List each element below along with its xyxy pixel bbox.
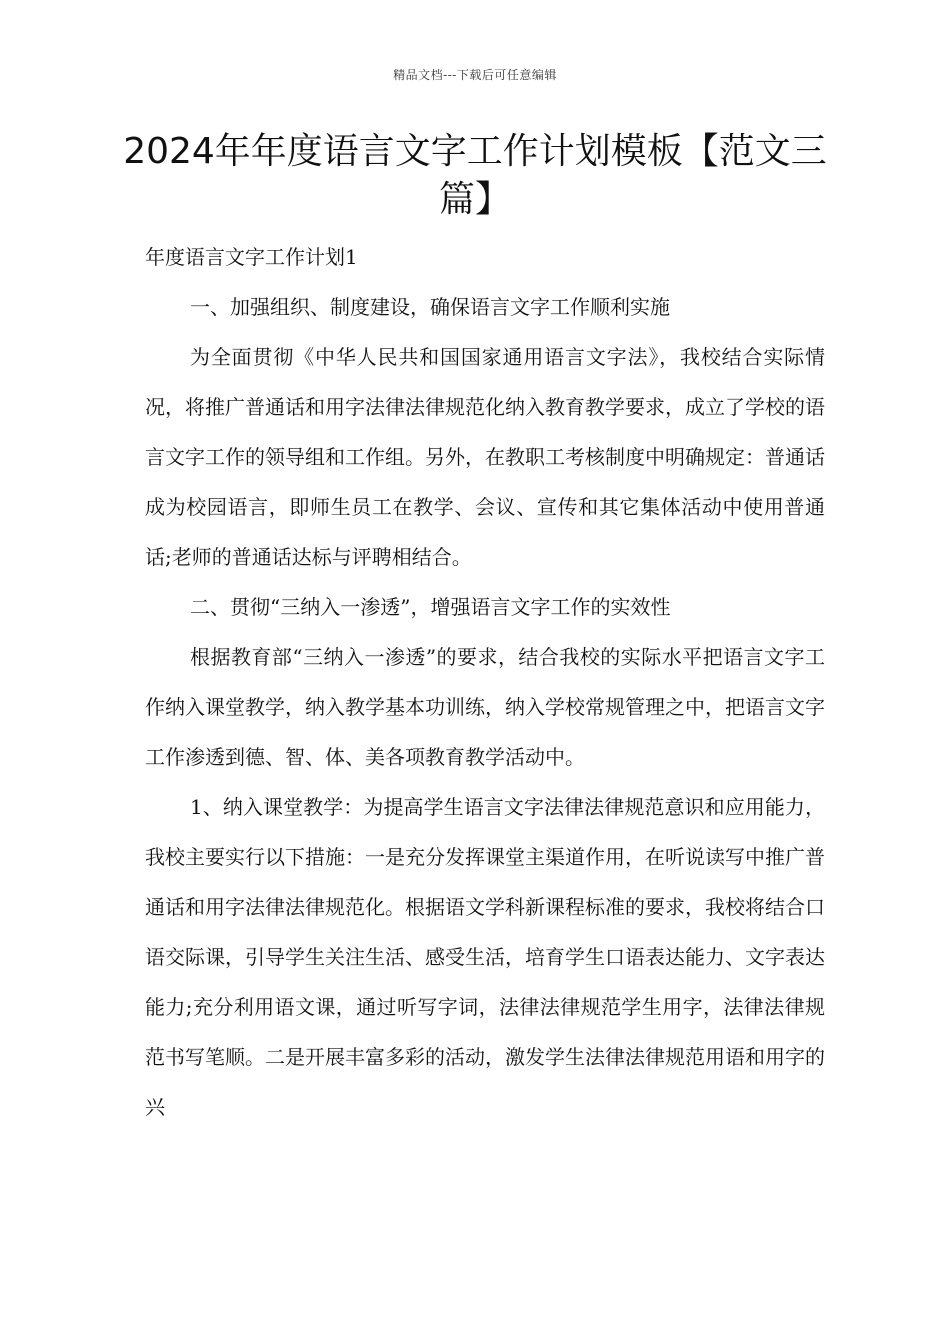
section-heading-2: 二、贯彻“三纳入一渗透”，增强语言文字工作的实效性	[190, 595, 671, 619]
document-subtitle: 年度语言文字工作计划1	[145, 245, 358, 269]
document-title: 2024年年度语言文字工作计划模板【范文三篇】	[123, 131, 827, 220]
header-note: 精品文档---下载后可任意编辑	[393, 68, 557, 82]
paragraph-3: 1、纳入课堂教学：为提高学生语言文字法律法律规范意识和应用能力，我校主要实行以下措施：一是充分发挥课堂主渠道作用，在听说读写中推广普通话和用字法律法律规范化。根据语文学科新课程标准的要求，我校将结合口语交际课，引导学生关注生活、感受生活，培育学生口语表达能力、文字表达能力;充分利用语文课，通过听写字词，法律法律规范学生用字，法律法律规范书写笔顺。二是开展丰富多彩的活动，激发学生法律法律规范用语和用字的兴	[145, 795, 825, 1119]
document-body	[145, 232, 825, 1132]
section-heading-1: 一、加强组织、制度建设，确保语言文字工作顺利实施	[190, 295, 670, 319]
paragraph-2: 根据教育部“三纳入一渗透”的要求，结合我校的实际水平把语言文字工作纳入课堂教学，纳入教学基本功训练，纳入学校常规管理之中，把语言文字工作渗透到德、智、体、美各项教育教学活动中。	[145, 645, 825, 769]
paragraph-1: 为全面贯彻《中华人民共和国国家通用语言文字法》，我校结合实际情况，将推广普通话和用字法律法律规范化纳入教育教学要求，成立了学校的语言文字工作的领导组和工作组。另外，在教职工考核制度中明确规定：普通话成为校园语言，即师生员工在教学、会议、宣传和其它集体活动中使用普通话;老师的普通话达标与评聘相结合。	[145, 345, 825, 569]
